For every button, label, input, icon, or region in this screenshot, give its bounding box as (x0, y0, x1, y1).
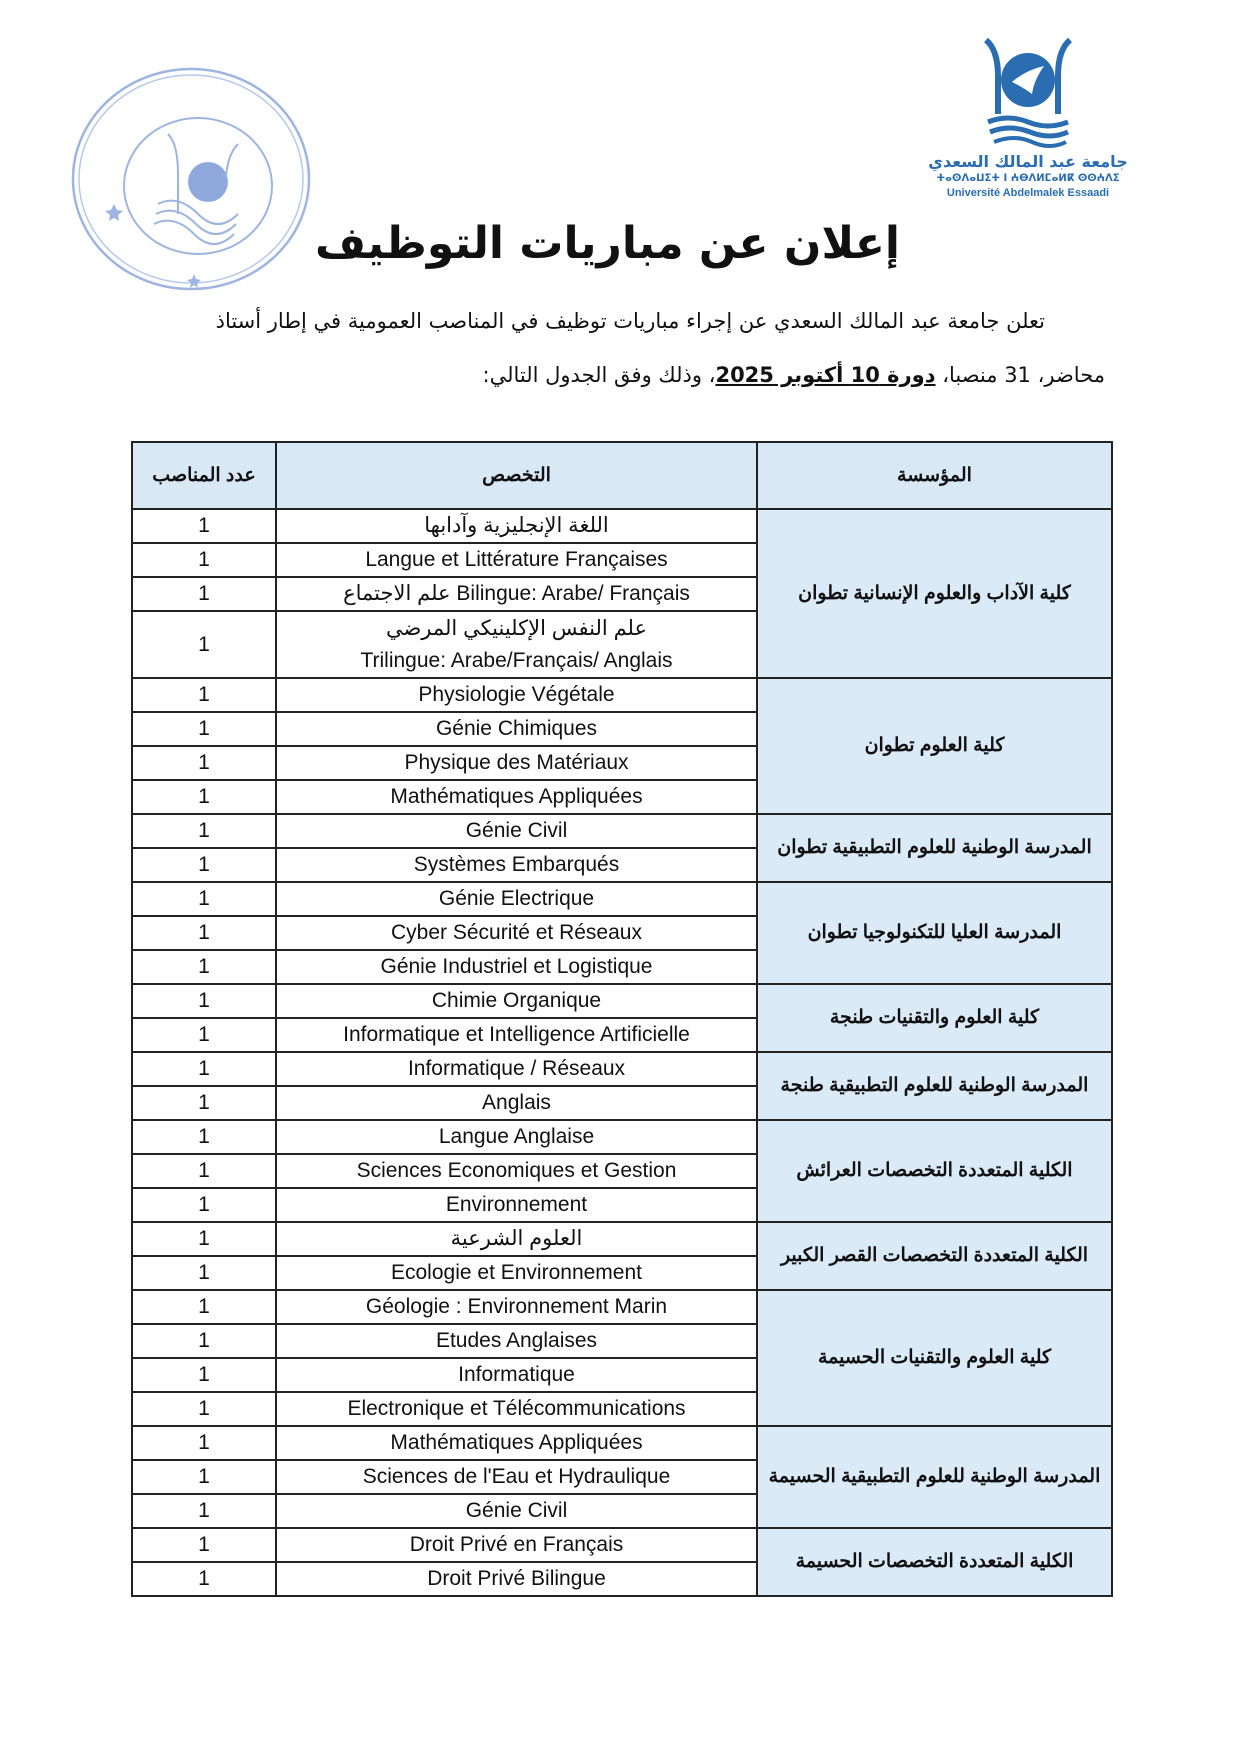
position-count: 1 (132, 1392, 276, 1426)
intro-line-2 (483, 360, 1105, 390)
logo-name-tifinagh: ⵜⴰⵙⴷⴰⵡⵉⵜ ⵏ ⵄⴱⴷⵍⵎⴰⵍⴽ ⵙⵙⵄⴷⵉ (936, 173, 1120, 184)
specialty-name: Informatique et Intelligence Artificielle (343, 1023, 690, 1046)
specialty-cell (276, 814, 757, 848)
header-specialty: التخصص (276, 442, 757, 509)
specialty-name: Trilingue: Arabe/Français/ Anglais (360, 648, 673, 672)
position-count: 1 (132, 611, 276, 678)
specialty-cell (276, 678, 757, 712)
table-row (132, 882, 1112, 916)
specialty-name: Chimie Organique (431, 989, 602, 1012)
position-count: 1 (132, 1256, 276, 1290)
specialty-name: Génie Electrique (438, 887, 595, 910)
specialty-name: Environnement (445, 1193, 588, 1216)
position-count: 1 (132, 780, 276, 814)
institution-name: الكلية المتعددة التخصصات الحسيمة (757, 1528, 1112, 1596)
table-row (132, 1052, 1112, 1086)
specialty-name: Mathématiques Appliquées (390, 785, 643, 808)
table-row (132, 984, 1112, 1018)
specialty-cell (276, 984, 757, 1018)
position-count: 1 (132, 746, 276, 780)
specialty-cell (276, 712, 757, 746)
specialty-cell (276, 1188, 757, 1222)
specialty-name: Mathématiques Appliquées (390, 1431, 643, 1454)
specialty-cell (276, 1018, 757, 1052)
specialty-cell (276, 916, 757, 950)
position-count: 1 (132, 1120, 276, 1154)
position-count: 1 (132, 882, 276, 916)
table-row (132, 1222, 1112, 1256)
table-row (132, 814, 1112, 848)
session-date: دورة 10 أكتوبر 2025 (715, 363, 936, 387)
specialty-name: اللغة الإنجليزية وآدابها (424, 514, 609, 537)
specialty-cell (276, 1562, 757, 1596)
specialty-cell (276, 1528, 757, 1562)
intro-line-2-start: محاضر، 31 منصبا، (935, 363, 1105, 387)
page-title: إعلان عن مباريات التوظيف (315, 218, 900, 269)
positions-table (131, 441, 1113, 1597)
position-count: 1 (132, 1358, 276, 1392)
header-institution: المؤسسة (757, 442, 1112, 509)
position-count: 1 (132, 814, 276, 848)
specialty-name: Physique des Matériaux (404, 751, 629, 774)
position-count: 1 (132, 1086, 276, 1120)
position-count: 1 (132, 1222, 276, 1256)
table-row (132, 1120, 1112, 1154)
specialty-cell (276, 746, 757, 780)
institution-name: المدرسة الوطنية للعلوم التطبيقية تطوان (757, 814, 1112, 882)
position-count: 1 (132, 1528, 276, 1562)
position-count: 1 (132, 1460, 276, 1494)
position-count: 1 (132, 1426, 276, 1460)
institution-name: المدرسة الوطنية للعلوم التطبيقية طنجة (757, 1052, 1112, 1120)
specialty-name: علم النفس الإكلينيكي المرضي (385, 616, 648, 640)
specialty-name: Génie Chimiques (435, 717, 598, 740)
position-count: 1 (132, 1324, 276, 1358)
position-count: 1 (132, 1562, 276, 1596)
table-row (132, 1426, 1112, 1460)
institution-name: المدرسة الوطنية للعلوم التطبيقية الحسيمة (757, 1426, 1112, 1528)
official-stamp (68, 64, 314, 294)
specialty-cell (276, 1120, 757, 1154)
specialty-name: Physiologie Végétale (418, 683, 615, 706)
specialty-cell (276, 780, 757, 814)
specialty-name: Génie Industriel et Logistique (380, 955, 653, 978)
specialty-cell (276, 509, 757, 543)
header-count: عدد المناصب (132, 442, 276, 509)
institution-name: المدرسة العليا للتكنولوجيا تطوان (757, 882, 1112, 984)
intro-line-1: تعلن جامعة عبد المالك السعدي عن إجراء مباريات توظيف في المناصب العمومية في إطار أستاذ (215, 309, 1045, 333)
institution-name: كلية الآداب والعلوم الإنسانية تطوان (757, 509, 1112, 678)
specialty-name: Langue et Littérature Françaises (365, 548, 668, 571)
position-count: 1 (132, 543, 276, 577)
table-row (132, 1528, 1112, 1562)
position-count: 1 (132, 509, 276, 543)
intro-line-2-end: ، وذلك وفق الجدول التالي: (482, 363, 716, 387)
specialty-name: العلوم الشرعية (450, 1227, 583, 1250)
specialty-name: Droit Privé en Français (409, 1533, 624, 1556)
university-emblem-icon (976, 36, 1080, 148)
institution-name: كلية العلوم والتقنيات الحسيمة (757, 1290, 1112, 1426)
specialty-name: Electronique et Télécommunications (347, 1397, 686, 1420)
specialty-cell (276, 543, 757, 577)
specialty-cell (276, 950, 757, 984)
specialty-name: Langue Anglaise (438, 1125, 595, 1148)
position-count: 1 (132, 1494, 276, 1528)
specialty-name: Droit Privé Bilingue (427, 1567, 606, 1590)
table-row (132, 509, 1112, 543)
university-logo (928, 36, 1128, 200)
specialty-name: Informatique (458, 1363, 575, 1386)
position-count: 1 (132, 1290, 276, 1324)
position-count: 1 (132, 678, 276, 712)
specialty-cell (276, 1324, 757, 1358)
specialty-name: Cyber Sécurité et Réseaux (391, 921, 642, 944)
specialty-name: Géologie : Environnement Marin (365, 1295, 668, 1318)
specialty-cell (276, 1358, 757, 1392)
position-count: 1 (132, 712, 276, 746)
specialty-cell (276, 1256, 757, 1290)
specialty-name: Génie Civil (465, 819, 568, 842)
specialty-cell (276, 1052, 757, 1086)
position-count: 1 (132, 1018, 276, 1052)
specialty-name: Etudes Anglaises (435, 1329, 598, 1352)
specialty-name: Ecologie et Environnement (391, 1261, 642, 1284)
table-row (132, 678, 1112, 712)
specialty-cell (276, 1154, 757, 1188)
specialty-name: Génie Civil (465, 1499, 568, 1522)
stamp-seal-icon (68, 64, 314, 294)
logo-name-french: Université Abdelmalek Essaadi (946, 187, 1110, 199)
specialty-cell (276, 1392, 757, 1426)
position-count: 1 (132, 950, 276, 984)
logo-name-arabic: جامعة عبد المالك السعدي (928, 152, 1128, 171)
specialty-cell (276, 1222, 757, 1256)
institution-name: كلية العلوم والتقنيات طنجة (757, 984, 1112, 1052)
position-count: 1 (132, 1188, 276, 1222)
specialty-name: Systèmes Embarqués (413, 853, 620, 876)
specialty-cell (276, 1426, 757, 1460)
specialty-cell (276, 611, 757, 678)
position-count: 1 (132, 984, 276, 1018)
institution-name: الكلية المتعددة التخصصات العرائش (757, 1120, 1112, 1222)
specialty-cell (276, 1460, 757, 1494)
specialty-cell (276, 1494, 757, 1528)
specialty-name: Informatique / Réseaux (407, 1057, 626, 1080)
specialty-name: Sciences Economiques et Gestion (356, 1159, 677, 1182)
specialty-cell (276, 1086, 757, 1120)
specialty-cell (276, 1290, 757, 1324)
specialty-cell (276, 848, 757, 882)
position-count: 1 (132, 1052, 276, 1086)
table-row (132, 1290, 1112, 1324)
institution-name: كلية العلوم تطوان (757, 678, 1112, 814)
table-header-row (132, 442, 1112, 509)
table-body (132, 509, 1112, 1596)
specialty-name: Bilingue: Arabe/ Français علم الاجتماع (343, 582, 690, 605)
specialty-name: Sciences de l'Eau et Hydraulique (362, 1465, 671, 1488)
institution-name: الكلية المتعددة التخصصات القصر الكبير (757, 1222, 1112, 1290)
position-count: 1 (132, 848, 276, 882)
specialty-cell (276, 577, 757, 611)
specialty-cell (276, 882, 757, 916)
specialty-name: Anglais (482, 1091, 551, 1114)
position-count: 1 (132, 577, 276, 611)
position-count: 1 (132, 1154, 276, 1188)
position-count: 1 (132, 916, 276, 950)
